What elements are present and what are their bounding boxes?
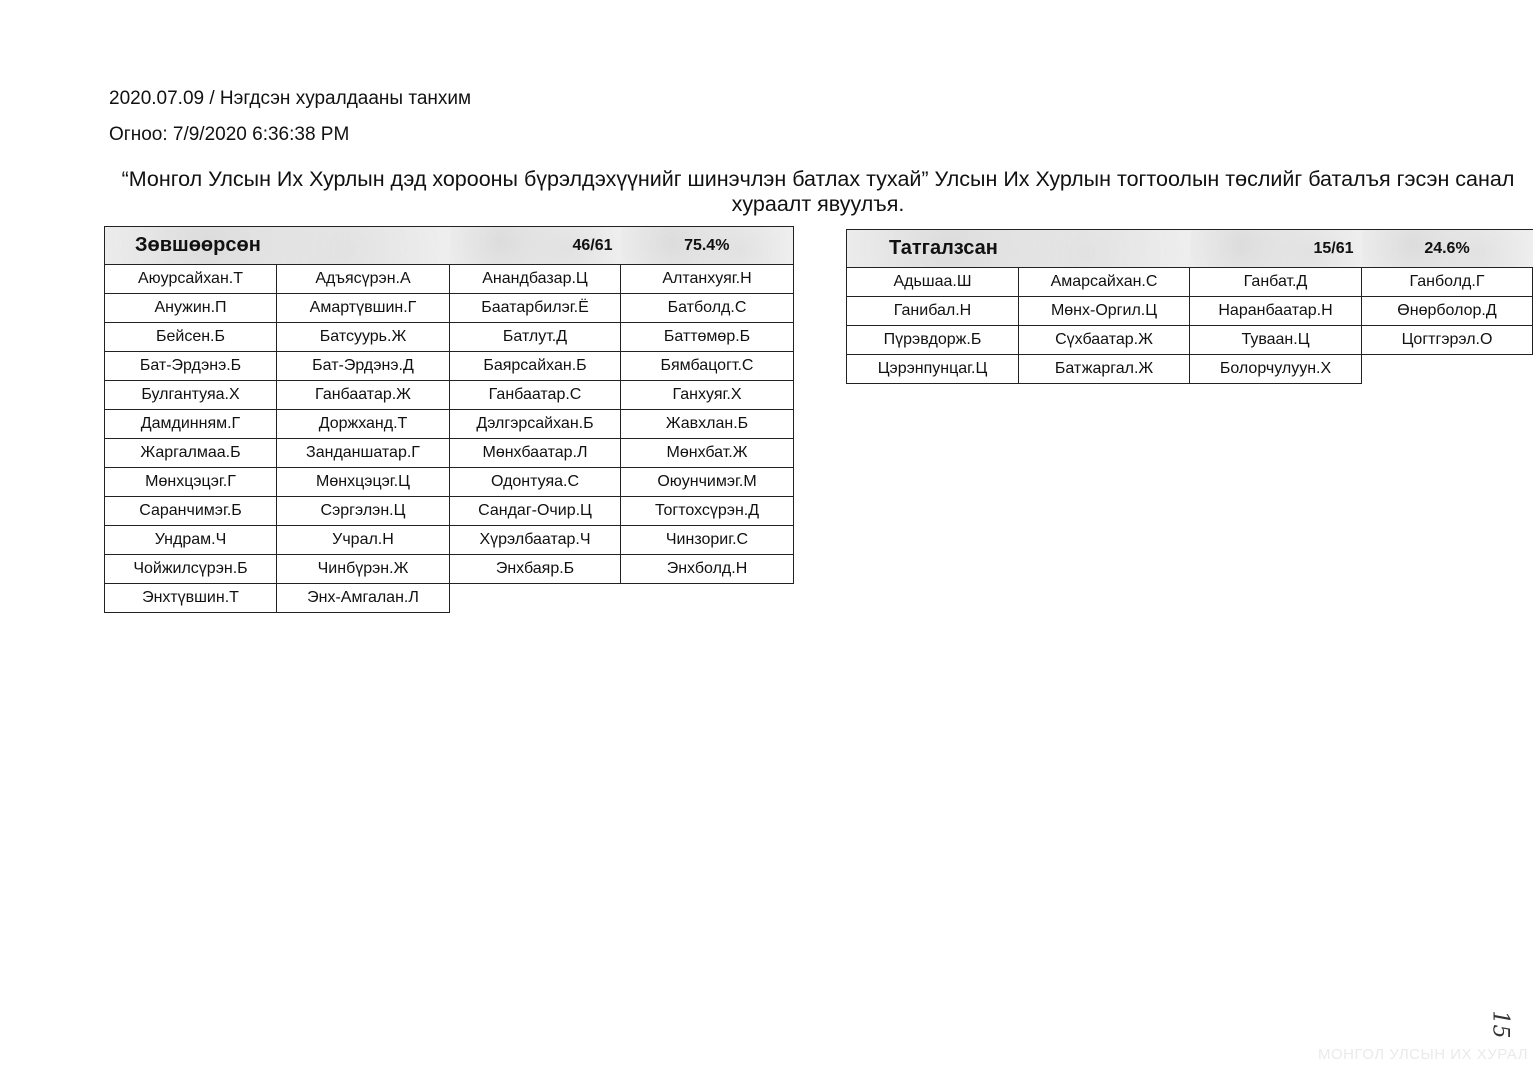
vote-timestamp-line: Огноо: 7/9/2020 6:36:38 PM bbox=[109, 124, 350, 145]
table-row bbox=[105, 468, 794, 497]
approve-count: 46/61 bbox=[450, 227, 621, 265]
member-name-cell: Энхтүвшин.Т bbox=[105, 584, 277, 613]
member-name-cell: Ганболд.Г bbox=[1362, 268, 1533, 297]
member-name-cell: Дэлгэрсайхан.Б bbox=[450, 410, 621, 439]
member-name-cell: Адъясүрэн.А bbox=[277, 265, 450, 294]
table-row bbox=[105, 439, 794, 468]
member-name-cell: Энхболд.Н bbox=[621, 555, 794, 584]
member-name-cell: Тогтохсүрэн.Д bbox=[621, 497, 794, 526]
member-name-cell: Ганбаатар.С bbox=[450, 381, 621, 410]
member-name-cell: Бейсен.Б bbox=[105, 323, 277, 352]
member-name-cell: Мөнхцэцэг.Ц bbox=[277, 468, 450, 497]
reject-count: 15/61 bbox=[1190, 230, 1362, 268]
member-name-cell: Одонтуяа.С bbox=[450, 468, 621, 497]
member-name-cell: Сүхбаатар.Ж bbox=[1019, 326, 1190, 355]
table-row bbox=[105, 584, 794, 613]
member-name-cell: Бямбацогт.С bbox=[621, 352, 794, 381]
member-name-cell: Чинбүрэн.Ж bbox=[277, 555, 450, 584]
vote-title: “Монгол Улсын Их Хурлын дэд хорооны бүрэлдэхүүнийг шинэчлэн батлах тухай” Улсын Их Хурлын тогтоолын төслийг баталъя гэсэн санал хураалт явуулъя. bbox=[121, 167, 1515, 216]
member-name-cell: Батжаргал.Ж bbox=[1019, 355, 1190, 384]
member-name-cell: Мөнхбаатар.Л bbox=[450, 439, 621, 468]
member-name-cell: Адьшаа.Ш bbox=[847, 268, 1019, 297]
member-name-cell: Ганбаатар.Ж bbox=[277, 381, 450, 410]
member-name-cell: Наранбаатар.Н bbox=[1190, 297, 1362, 326]
member-name-cell: Батболд.С bbox=[621, 294, 794, 323]
reject-percent: 24.6% bbox=[1362, 230, 1533, 268]
member-name-cell: Хүрэлбаатар.Ч bbox=[450, 526, 621, 555]
table-row bbox=[105, 497, 794, 526]
member-name-cell: Амартүвшин.Г bbox=[277, 294, 450, 323]
member-name-cell: Баярсайхан.Б bbox=[450, 352, 621, 381]
table-row bbox=[847, 268, 1533, 297]
watermark: МОНГОЛ УЛСЫН ИХ ХУРАЛ bbox=[1318, 1046, 1528, 1063]
member-name-cell: Цэрэнпунцаг.Ц bbox=[847, 355, 1019, 384]
member-name-cell: Цогтгэрэл.О bbox=[1362, 326, 1533, 355]
member-name-cell: Батсуурь.Ж bbox=[277, 323, 450, 352]
member-name-cell: Чойжилсүрэн.Б bbox=[105, 555, 277, 584]
empty-cell bbox=[1362, 355, 1533, 384]
reject-header-row bbox=[847, 230, 1533, 268]
table-row bbox=[105, 381, 794, 410]
member-name-cell: Дамдинням.Г bbox=[105, 410, 277, 439]
member-name-cell: Бат-Эрдэнэ.Д bbox=[277, 352, 450, 381]
handwritten-page-number: 15 bbox=[1487, 1010, 1513, 1039]
member-name-cell: Баатарбилэг.Ё bbox=[450, 294, 621, 323]
table-row bbox=[105, 526, 794, 555]
member-name-cell: Анандбазар.Ц bbox=[450, 265, 621, 294]
member-name-cell: Ундрам.Ч bbox=[105, 526, 277, 555]
reject-table bbox=[846, 229, 1533, 384]
member-name-cell: Батлут.Д bbox=[450, 323, 621, 352]
approve-header-row bbox=[105, 227, 794, 265]
empty-cell bbox=[621, 584, 794, 613]
table-row bbox=[847, 355, 1533, 384]
table-row bbox=[105, 323, 794, 352]
member-name-cell: Бат-Эрдэнэ.Б bbox=[105, 352, 277, 381]
member-name-cell: Анужин.П bbox=[105, 294, 277, 323]
session-date-line: 2020.07.09 / Нэгдсэн хуралдааны танхим bbox=[109, 88, 472, 109]
member-name-cell: Ганхуяг.Х bbox=[621, 381, 794, 410]
approve-table bbox=[104, 226, 794, 613]
member-name-cell: Мөнх-Оргил.Ц bbox=[1019, 297, 1190, 326]
member-name-cell: Энхбаяр.Б bbox=[450, 555, 621, 584]
member-name-cell: Сандаг-Очир.Ц bbox=[450, 497, 621, 526]
table-row bbox=[105, 265, 794, 294]
table-row bbox=[105, 294, 794, 323]
member-name-cell: Мөнхцэцэг.Г bbox=[105, 468, 277, 497]
table-row bbox=[105, 555, 794, 584]
member-name-cell: Туваан.Ц bbox=[1190, 326, 1362, 355]
table-row bbox=[105, 352, 794, 381]
member-name-cell: Аюурсайхан.Т bbox=[105, 265, 277, 294]
member-name-cell: Энх-Амгалан.Л bbox=[277, 584, 450, 613]
member-name-cell: Пүрэвдорж.Б bbox=[847, 326, 1019, 355]
member-name-cell: Учрал.Н bbox=[277, 526, 450, 555]
member-name-cell: Алтанхуяг.Н bbox=[621, 265, 794, 294]
member-name-cell: Жаргалмаа.Б bbox=[105, 439, 277, 468]
member-name-cell: Булгантуяа.Х bbox=[105, 381, 277, 410]
member-name-cell: Амарсайхан.С bbox=[1019, 268, 1190, 297]
member-name-cell: Ганибал.Н bbox=[847, 297, 1019, 326]
table-row bbox=[105, 410, 794, 439]
member-name-cell: Мөнхбат.Ж bbox=[621, 439, 794, 468]
approve-percent: 75.4% bbox=[621, 227, 794, 265]
member-name-cell: Болорчулуун.Х bbox=[1190, 355, 1362, 384]
approve-label: Зөвшөөрсөн bbox=[105, 227, 450, 265]
member-name-cell: Жавхлан.Б bbox=[621, 410, 794, 439]
member-name-cell: Чинзориг.С bbox=[621, 526, 794, 555]
member-name-cell: Саранчимэг.Б bbox=[105, 497, 277, 526]
member-name-cell: Доржханд.Т bbox=[277, 410, 450, 439]
member-name-cell: Оюунчимэг.М bbox=[621, 468, 794, 497]
member-name-cell: Сэргэлэн.Ц bbox=[277, 497, 450, 526]
member-name-cell: Занданшатар.Г bbox=[277, 439, 450, 468]
empty-cell bbox=[450, 584, 621, 613]
member-name-cell: Өнөрболор.Д bbox=[1362, 297, 1533, 326]
reject-label: Татгалзсан bbox=[847, 230, 1190, 268]
table-row bbox=[847, 326, 1533, 355]
member-name-cell: Баттөмөр.Б bbox=[621, 323, 794, 352]
member-name-cell: Ганбат.Д bbox=[1190, 268, 1362, 297]
table-row bbox=[847, 297, 1533, 326]
